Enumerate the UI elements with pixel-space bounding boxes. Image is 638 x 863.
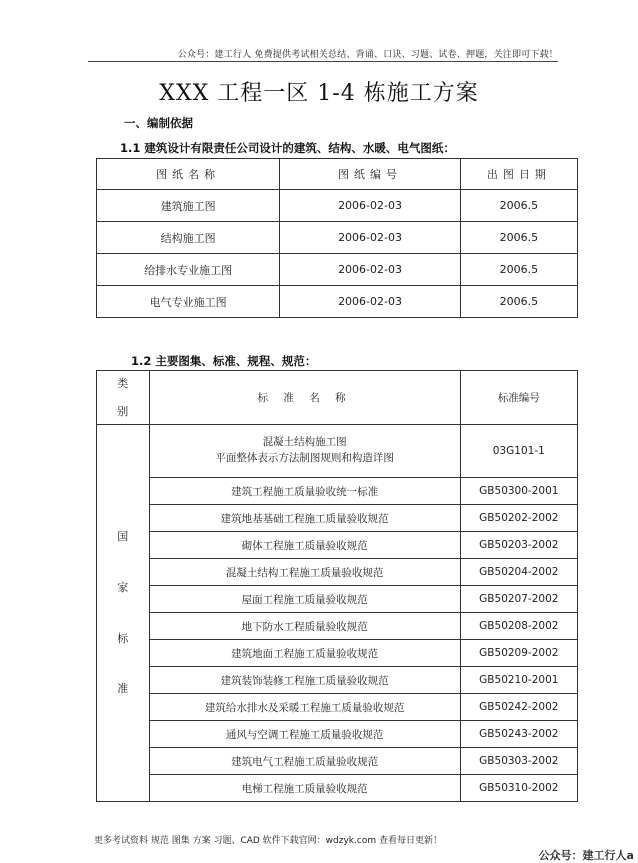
table-row (97, 667, 578, 694)
standard-name-line: 平面整体表示方法制图规则和构造详图 (215, 452, 394, 464)
category-char: 准 (117, 682, 129, 696)
issue-date: 2006.5 (460, 222, 577, 254)
standard-name-line: 混凝土结构施工图 (262, 436, 347, 449)
drawing-name: 电气专业施工图 (97, 286, 280, 318)
table-row (97, 559, 578, 586)
header-category-char: 别 (117, 404, 129, 418)
section-heading-1-2: 1.2 主要图集、标准、规程、规范： (131, 354, 317, 368)
table-row (97, 721, 578, 748)
standard-name: 屋面工程施工质量验收规范 (149, 586, 460, 613)
header-drawing-name: 图纸名称 (97, 159, 280, 190)
drawing-number: 2006-02-03 (280, 222, 460, 254)
table-row (97, 478, 578, 505)
table-row (97, 505, 578, 532)
standard-name: 建筑给水排水及采暖工程施工质量验收规范 (149, 694, 460, 721)
standard-code: GB50210-2001 (460, 667, 577, 694)
standard-code: GB50300-2001 (460, 478, 577, 505)
table-row (97, 613, 578, 640)
page-title: XXX 工程一区 1-4 栋施工方案 (159, 81, 479, 106)
standard-name: 建筑地面工程施工质量验收规范 (149, 640, 460, 667)
table-row (97, 425, 578, 478)
table-row (97, 222, 578, 254)
standard-code: GB50208-2002 (460, 613, 577, 640)
category-char: 家 (117, 580, 129, 594)
standard-name (149, 425, 460, 478)
drawing-number: 2006-02-03 (280, 254, 460, 286)
header-issue-date: 出图日期 (460, 159, 577, 190)
table-row (97, 286, 578, 318)
header-note: 公众号：建工行人 免费提供考试相关总结、背诵、口诀、习题、试卷、押题，关注即可下载！ (177, 50, 558, 60)
standard-code: GB50202-2002 (460, 505, 577, 532)
standard-code: GB50310-2002 (460, 775, 577, 802)
table-row (97, 586, 578, 613)
header-divider (88, 61, 558, 62)
standard-name: 建筑电气工程施工质量验收规范 (149, 748, 460, 775)
standards-table (96, 370, 578, 802)
table-row (97, 640, 578, 667)
table-row (97, 190, 578, 222)
standard-name: 电梯工程施工质量验收规范 (149, 775, 460, 802)
drawing-name: 给排水专业施工图 (97, 254, 280, 286)
table-row (97, 694, 578, 721)
standard-code: GB50203-2002 (460, 532, 577, 559)
drawing-number: 2006-02-03 (280, 286, 460, 318)
standard-name: 通风与空调工程施工质量验收规范 (149, 721, 460, 748)
footer-watermark: 公众号：建工行人a (538, 849, 634, 862)
standards-table-header (97, 371, 578, 425)
standard-code: GB50303-2002 (460, 748, 577, 775)
category-char: 国 (117, 530, 129, 543)
header-category (97, 371, 150, 425)
header-standard-code: 标准编号 (460, 371, 577, 425)
issue-date: 2006.5 (460, 254, 577, 286)
header-category-char: 类 (117, 376, 129, 390)
standard-name: 混凝土结构工程施工质量验收规范 (149, 559, 460, 586)
standard-code: GB50209-2002 (460, 640, 577, 667)
standard-code: 03G101-1 (460, 425, 577, 478)
issue-date: 2006.5 (460, 286, 577, 318)
standard-name: 建筑工程施工质量验收统一标准 (149, 478, 460, 505)
drawings-table-header (97, 159, 578, 190)
header-standard-name: 标 准 名 称 (149, 371, 460, 425)
drawings-table (96, 158, 578, 318)
category-cell (97, 425, 150, 802)
table-row (97, 748, 578, 775)
category-char: 标 (117, 631, 129, 645)
drawing-name: 结构施工图 (97, 222, 280, 254)
section-heading-1: 一、编制依据 (124, 116, 193, 130)
standard-name: 建筑地基基础工程施工质量验收规范 (149, 505, 460, 532)
standard-code: GB50242-2002 (460, 694, 577, 721)
section-heading-1-1: 1.1 建筑设计有限责任公司设计的建筑、结构、水暖、电气图纸： (120, 141, 455, 155)
drawing-name: 建筑施工图 (97, 190, 280, 222)
table-row (97, 532, 578, 559)
issue-date: 2006.5 (460, 190, 577, 222)
standard-code: GB50243-2002 (460, 721, 577, 748)
table-row (97, 254, 578, 286)
header-drawing-number: 图纸编号 (280, 159, 460, 190)
footer-note: 更多考试资料 规范 图集 方案 习题、CAD 软件下载官网：wdzyk.com 查看每日更新！ (94, 836, 442, 846)
standard-name: 砌体工程施工质量验收规范 (149, 532, 460, 559)
standard-code: GB50207-2002 (460, 586, 577, 613)
drawing-number: 2006-02-03 (280, 190, 460, 222)
standard-code: GB50204-2002 (460, 559, 577, 586)
standard-name: 建筑装饰装修工程施工质量验收规范 (149, 667, 460, 694)
standard-name: 地下防水工程质量验收规范 (149, 613, 460, 640)
table-row (97, 775, 578, 802)
